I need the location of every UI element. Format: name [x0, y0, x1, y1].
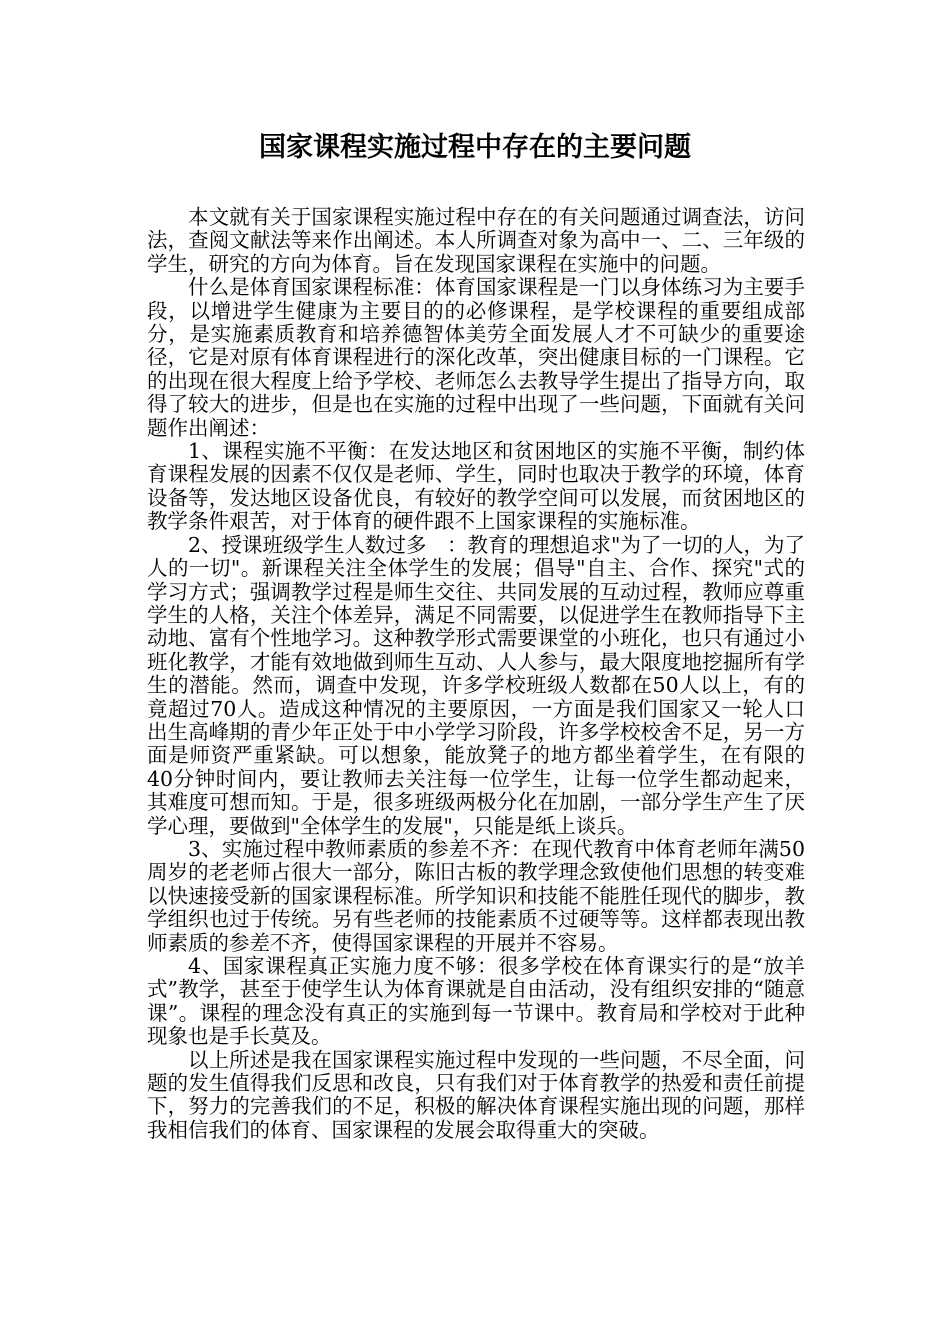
- document-title: 国家课程实施过程中存在的主要问题: [259, 132, 691, 163]
- paragraph-conclusion: 以上所述是我在国家课程实施过程中发现的一些问题，不尽全面，问题的发生值得我们反思和改良，只有我们对于体育教学的热爱和责任前提下，努力的完善我们的不足，积极的解决体育课程实施出现的问题，那样我相信我们的体育、国家课程的发展会取得重大的突破。: [147, 1047, 805, 1142]
- paragraph-intro: 本文就有关于国家课程实施过程中存在的有关问题通过调查法，访问法，查阅文献法等来作出阐述。本人所调查对象为高中一、二、三年级的学生，研究的方向为体育。旨在发现国家课程在实施中的问题。: [147, 205, 805, 276]
- paragraph-issue-2: 2、授课班级学生人数过多 ：教育的理想追求"为了一切的人，为了人的一切"。新课程关注全体学生的发展；倡导"自主、合作、探究"式的学习方式；强调教学过程是师生交往、共同发展的互动过程，教师应尊重学生的人格，关注个体差异，满足不同需要，以促进学生在教师指导下主动地、富有个性地学习。这种教学形式需要课堂的小班化，也只有通过小班化教学，才能有效地做到师生互动、人人参与，最大限度地挖掘所有学生的潜能。然而，调查中发现，许多学校班级人数都在50人以上，有的竟超过70人。造成这种情况的主要原因，一方面是我们国家又一轮人口出生高峰期的青少年正处于中小学学习阶段，许多学校校舍不足，另一方面是师资严重紧缺。可以想象，能放凳子的地方都坐着学生，在有限的40分钟时间内，要让教师去关注每一位学生，让每一位学生都动起来，其难度可想而知。于是，很多班级两极分化在加剧，一部分学生产生了厌学心理，要做到"全体学生的发展"，只能是纸上谈兵。: [147, 532, 805, 838]
- paragraph-issue-4: 4、国家课程真正实施力度不够：很多学校在体育课实行的是“放羊式”教学，甚至于使学生认为体育课就是自由活动，没有组织安排的“随意课”。课程的理念没有真正的实施到每一节课中。教育局和学校对于此种现象也是手长莫及。: [147, 954, 805, 1049]
- paragraph-issue-3: 3、实施过程中教师素质的参差不齐：在现代教育中体育老师年满50周岁的老老师占很大一部分，陈旧古板的教学理念致使他们思想的转变难以快速接受新的国家课程标准。所学知识和技能不能胜任现代的脚步，教学组织也过于传统。另有些老师的技能素质不过硬等等。这样都表现出教师素质的参差不齐，使得国家课程的开展并不容易。: [147, 836, 805, 955]
- document-body: [147, 206, 805, 1142]
- paragraph-definition: 什么是体育国家课程标准：体育国家课程是一门以身体练习为主要手段，以增进学生健康为主要目的的必修课程，是学校课程的重要组成部分，是实施素质教育和培养德智体美劳全面发展人才不可缺少的重要途径，它是对原有体育课程进行的深化改革，突出健康目标的一门课程。它的出现在很大程度上给予学校、老师怎么去教导学生提出了指导方向，取得了较大的进步，但是也在实施的过程中出现了一些问题，下面就有关问题作出阐述：: [147, 275, 805, 440]
- paragraph-issue-1: 1、课程实施不平衡：在发达地区和贫困地区的实施不平衡，制约体育课程发展的因素不仅仅是老师、学生，同时也取决于教学的环境，体育设备等，发达地区设备优良，有较好的教学空间可以发展，而贫困地区的教学条件艰苦，对于体育的硬件跟不上国家课程的实施标准。: [147, 439, 805, 534]
